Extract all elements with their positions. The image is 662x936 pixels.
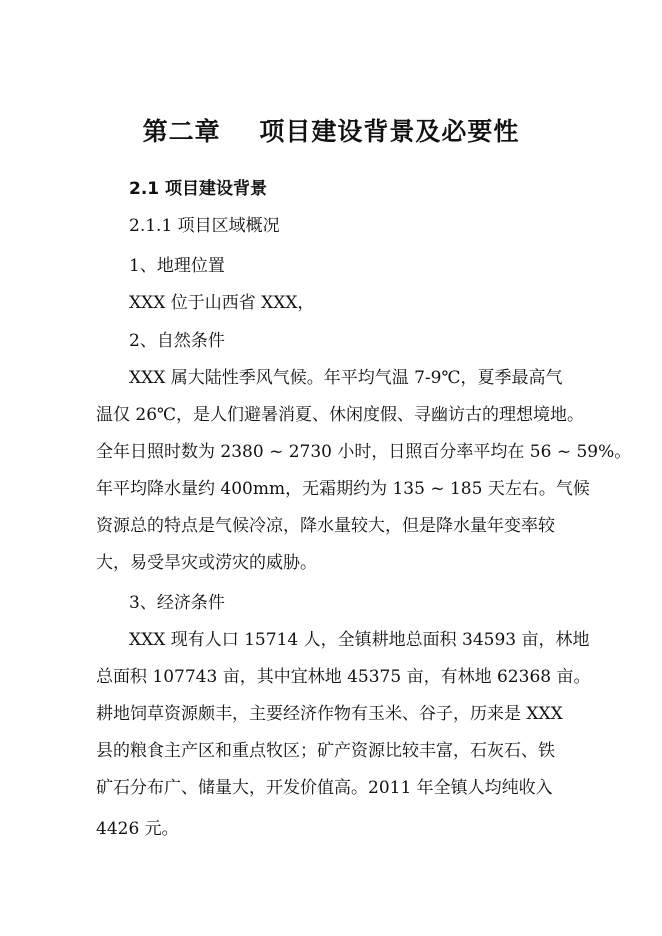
geo-text: XXX 位于山西省 XXX，	[129, 293, 315, 313]
economy-paragraph-line: 4426 元。	[96, 819, 179, 839]
nature-paragraph-line: 大，易受旱灾或涝灾的威胁。	[96, 553, 317, 573]
geo-heading: 1、地理位置	[129, 256, 225, 276]
nature-paragraph-line: 资源总的特点是气候冷凉，降水量较大，但是降水量年变率较	[96, 516, 555, 536]
economy-paragraph-line: XXX 现有人口 15714 人，全镇耕地总面积 34593 亩，林地	[129, 630, 590, 650]
economy-paragraph-line: 总面积 107743 亩，其中宜林地 45375 亩，有林地 62368 亩。	[96, 667, 591, 687]
nature-paragraph-line: 全年日照时数为 2380 ~ 2730 小时，日照百分率平均在 56 ~ 59%。	[96, 442, 632, 462]
subsection-heading: 2.1.1 项目区域概况	[129, 216, 280, 236]
nature-paragraph-line: 年平均降水量约 400mm，无霜期约为 135 ~ 185 天左右。气候	[96, 479, 590, 499]
chapter-title: 第二章 项目建设背景及必要性	[142, 117, 520, 146]
economy-paragraph-line: 耕地饲草资源颇丰，主要经济作物有玉米、谷子，历来是 XXX	[96, 704, 563, 724]
nature-heading: 2、自然条件	[129, 331, 225, 351]
section-heading: 2.1 项目建设背景	[129, 179, 268, 199]
nature-paragraph-line: 温仅 26℃，是人们避暑消夏、休闲度假、寻幽访古的理想境地。	[96, 405, 585, 425]
economy-paragraph-line: 矿石分布广、储量大，开发价值高。2011 年全镇人均纯收入	[96, 778, 553, 798]
economy-heading: 3、经济条件	[129, 593, 225, 613]
nature-paragraph-line: XXX 属大陆性季风气候。年平均气温 7-9℃，夏季最高气	[129, 368, 563, 388]
economy-paragraph-line: 县的粮食主产区和重点牧区；矿产资源比较丰富，石灰石、铁	[96, 741, 555, 761]
